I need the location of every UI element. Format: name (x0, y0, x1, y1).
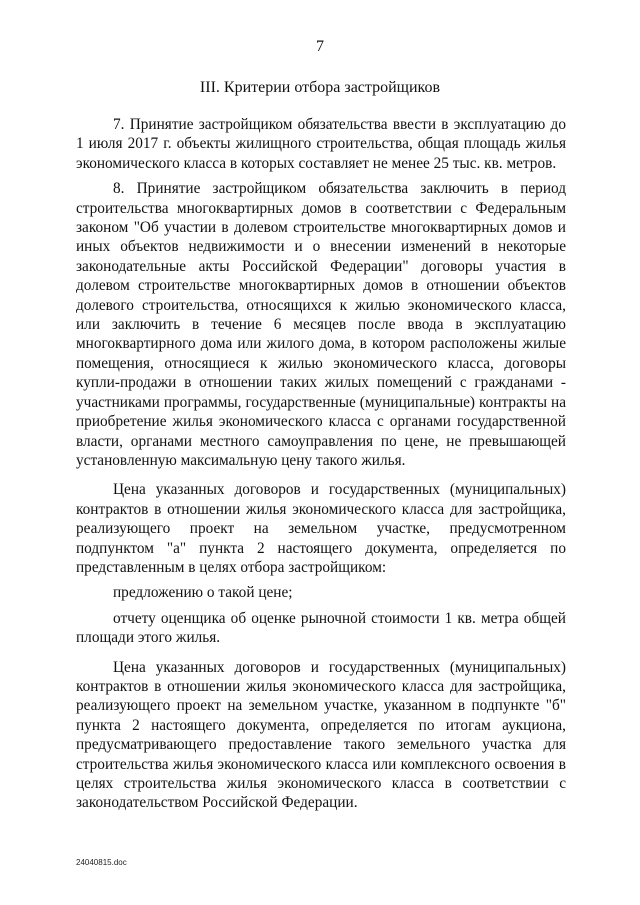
section-title: III. Критерии отбора застройщиков (199, 79, 441, 96)
paragraph-appraiser-report: отчету оценщика об оценке рыночной стоимости 1 кв. метра общей площади этого жилья. (76, 609, 566, 647)
document-body (76, 115, 566, 813)
paragraph-price-option-b: Цена указанных договоров и государственных (муниципальных) контрактов в отношении жилья экономического класса для застройщика, реализующего проект на земельном участке, указанном в подпункте "б" пункта 2 настоящего документа, определяется по итогам аукциона, предусматривающего предоставление такого земельного участка для строительства жилья экономического класса или комплексного освоения в целях строительства жилья экономического класса в соответствии с законодательством Российской Федерации. (76, 658, 566, 812)
paragraph-price-offer: предложению о такой цене; (113, 584, 293, 602)
paragraph-7: 7. Принятие застройщиком обязательства ввести в эксплуатацию до 1 июля 2017 г. объекты жилищного строительства, общая площадь жилья экономического класса в которых составляет не менее 25 тыс. кв. метров. (76, 116, 566, 172)
paragraph-8: 8. Принятие застройщиком обязательства заключить в период строительства многоквартирных домов в соответствии с Федеральным законом "Об участии в долевом строительстве многоквартирных домов и иных объектов недвижимости и о внесении изменений в некоторые законодательные акты Российской Федерации" договоры участия в долевом строительстве многоквартирных домов в отношении объектов долевого строительства, относящихся к жилью экономического класса, или заключить в течение 6 месяцев после ввода в эксплуатацию многоквартирного дома или жилого дома, в котором расположены жилые помещения, относящиеся к жилью экономического класса, договоры купли-продажи в отношении таких жилых помещений с гражданами - участниками программы, государственные (муниципальные) контракты на приобретение жилья экономического класса с органами государственной власти, органами местного самоуправления по цене, не превышающей установленную максимальную цену такого жилья. (76, 180, 566, 469)
footer-filename: 24040815.doc (76, 858, 127, 867)
page-number: 7 (316, 38, 324, 55)
paragraph-price-option-a: Цена указанных договоров и государственных (муниципальных) контрактов в отношении жилья экономического класса для застройщика, реализующего проект на земельном участке, предусмотренном подпунктом "а" пункта 2 настоящего документа, определяется по представленным в целях отбора застройщиком: (76, 481, 566, 576)
